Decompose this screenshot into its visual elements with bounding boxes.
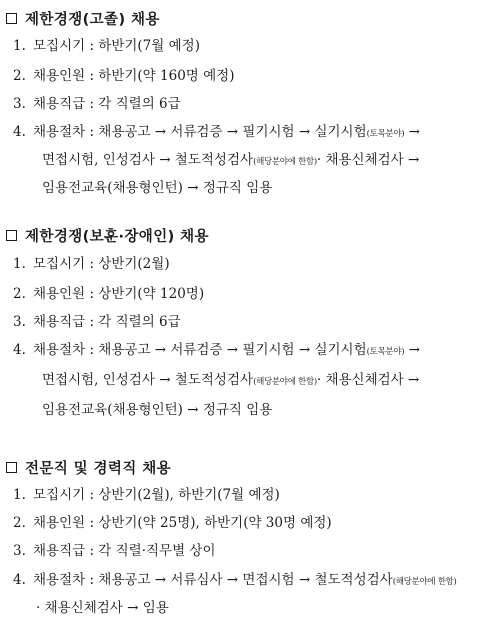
section-title <box>6 8 160 28</box>
procedure-continuation <box>42 178 272 198</box>
continuation-note: (해당분야에 한함) <box>253 377 317 387</box>
item-number: 4. <box>13 124 26 140</box>
continuation-text: 면접시험, 인성검사 → 철도적성검사 <box>42 152 254 168</box>
section-title-text: 전문직 및 경력직 채용 <box>25 460 172 477</box>
procedure-continuation <box>36 598 169 618</box>
item-note: (토목분야) <box>366 347 405 357</box>
checkbox-icon <box>6 13 17 24</box>
item-number: 2. <box>13 515 26 531</box>
item-text: 모집시기 : 상반기(2월) <box>33 256 170 272</box>
item-text: 채용직급 : 각 직렬·직무별 상이 <box>33 543 216 559</box>
continuation-text: 임용전교육(채용형인턴) → 정규직 임용 <box>42 402 273 418</box>
item-text: 채용직급 : 각 직렬의 6급 <box>33 96 181 112</box>
item-text: 채용절차 : 채용공고 → 서류심사 → 면접시험 → 철도적성검사 <box>33 572 393 588</box>
item-text: 채용인원 : 상반기(약 25명), 하반기(약 30명 예정) <box>33 515 332 531</box>
procedure-continuation <box>42 370 419 390</box>
item-text: 채용인원 : 하반기(약 160명 예정) <box>33 68 235 84</box>
item-tail: → <box>404 124 420 140</box>
procedure-continuation <box>42 150 419 170</box>
item-number: 2. <box>13 68 26 84</box>
procedure-continuation <box>42 400 272 420</box>
section-title <box>6 225 209 245</box>
section-title <box>6 457 171 477</box>
continuation-note: (해당분야에 한함) <box>253 157 317 167</box>
item-number: 1. <box>13 256 26 272</box>
continuation-tail: · 채용신체검사 → <box>316 372 420 388</box>
item-number: 1. <box>13 487 26 503</box>
item-text: 채용절차 : 채용공고 → 서류검증 → 필기시험 → 실기시험 <box>33 124 367 140</box>
item-text: 채용인원 : 상반기(약 120명) <box>33 286 205 302</box>
item-note: (해당분야에 한함) <box>392 577 457 587</box>
item-number: 3. <box>13 96 26 112</box>
checkbox-icon <box>6 230 17 241</box>
item-tail: → <box>404 342 420 358</box>
section-title-text: 제한경쟁(보훈·장애인) 채용 <box>25 228 209 245</box>
continuation-tail: · 채용신체검사 → <box>316 152 420 168</box>
continuation-text: 임용전교육(채용형인턴) → 정규직 임용 <box>42 180 273 196</box>
item-number: 1. <box>13 38 26 54</box>
item-number: 2. <box>13 286 26 302</box>
item-number: 3. <box>13 314 26 330</box>
continuation-text: · 채용신체검사 → 임용 <box>36 600 169 616</box>
checkbox-icon <box>6 462 17 473</box>
item-text: 모집시기 : 하반기(7월 예정) <box>33 38 200 54</box>
item-number: 4. <box>13 342 26 358</box>
item-number: 3. <box>13 543 26 559</box>
item-number: 4. <box>13 572 26 588</box>
item-note: (토목분야) <box>366 129 405 139</box>
item-text: 채용절차 : 채용공고 → 서류검증 → 필기시험 → 실기시험 <box>33 342 367 358</box>
section-title-text: 제한경쟁(고졸) 채용 <box>25 11 160 28</box>
continuation-text: 면접시험, 인성검사 → 철도적성검사 <box>42 372 254 388</box>
item-text: 모집시기 : 상반기(2월), 하반기(7월 예정) <box>33 487 280 503</box>
item-text: 채용직급 : 각 직렬의 6급 <box>33 314 181 330</box>
